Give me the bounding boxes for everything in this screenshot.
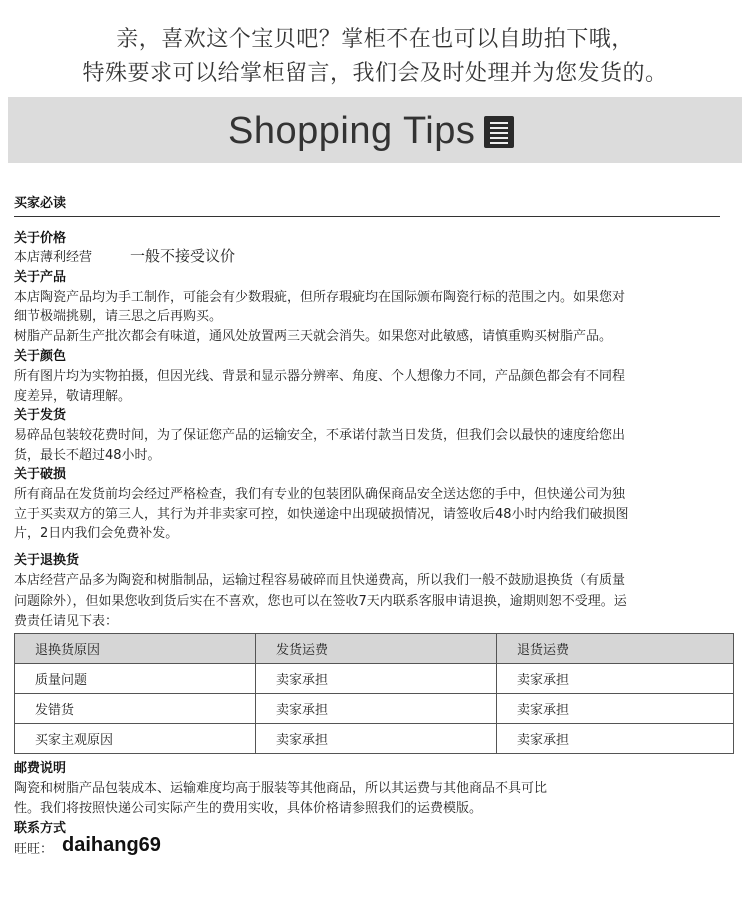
table-header-cell: 退换货原因 bbox=[15, 634, 256, 664]
color-text-1: 所有图片均为实物拍摄，但因光线、背景和显示器分辨率、角度、个人想像力不同，产品颜色都会有不同程 bbox=[14, 369, 626, 384]
table-header-cell: 发货运费 bbox=[256, 634, 497, 664]
table-cell: 卖家承担 bbox=[497, 724, 734, 754]
product-text-1: 本店陶瓷产品均为手工制作，可能会有少数瑕疵，但所存瑕疵均在国际颁布陶瓷行标的范围之内。如果您对 bbox=[14, 290, 626, 305]
contact-heading: 联系方式 bbox=[14, 821, 67, 836]
table-cell: 卖家承担 bbox=[497, 694, 734, 724]
table-row bbox=[15, 694, 734, 724]
shipping-text-2: 货，最长不超过48小时。 bbox=[14, 448, 161, 463]
product-heading: 关于产品 bbox=[14, 270, 67, 285]
table-cell: 卖家承担 bbox=[256, 694, 497, 724]
color-heading: 关于颜色 bbox=[14, 349, 67, 364]
table-cell: 卖家承担 bbox=[256, 664, 497, 694]
postage-text-2: 性。我们将按照快递公司实际产生的费用实收，具体价格请参照我们的运费模版。 bbox=[14, 801, 483, 816]
color-text-2: 度差异，敬请理解。 bbox=[14, 389, 132, 404]
notice-title: 买家必读 bbox=[14, 196, 67, 211]
shipping-heading: 关于发货 bbox=[14, 408, 67, 423]
contact-id[interactable]: daihang69 bbox=[62, 834, 161, 856]
table-row bbox=[15, 724, 734, 754]
table-header-cell: 退货运费 bbox=[497, 634, 734, 664]
returns-text-2: 问题除外），但如果您收到货后实在不喜欢，您也可以在签收7天内联系客服申请退换，逾期则恕不受理。运 bbox=[14, 594, 627, 609]
damage-text-1: 所有商品在发货前均会经过严格检查，我们有专业的包装团队确保商品安全送达您的手中，但快递公司为独 bbox=[14, 487, 626, 502]
returns-text-1: 本店经营产品多为陶瓷和树脂制品，运输过程容易破碎而且快递费高，所以我们一般不鼓励退换货（有质量 bbox=[14, 573, 626, 588]
returns-heading: 关于退换货 bbox=[14, 553, 80, 568]
contact-label: 旺旺： bbox=[14, 842, 54, 857]
table-cell: 质量问题 bbox=[15, 664, 256, 694]
damage-heading: 关于破损 bbox=[14, 467, 67, 482]
greeting-line-1: 亲，喜欢这个宝贝吧？掌柜不在也可以自助拍下哦， bbox=[116, 27, 634, 52]
table-cell: 卖家承担 bbox=[497, 664, 734, 694]
postage-text-1: 陶瓷和树脂产品包装成本、运输难度均高于服装等其他商品，所以其运费与其他商品不具可比 bbox=[14, 781, 548, 796]
banner-title: Shopping Tips bbox=[228, 110, 476, 152]
product-text-2: 细节极端挑剔，请三思之后再购买。 bbox=[14, 309, 223, 324]
table-cell: 买家主观原因 bbox=[15, 724, 256, 754]
notice-divider bbox=[14, 216, 720, 217]
returns-text-3: 费责任请见下表： bbox=[14, 614, 119, 629]
document-list-icon bbox=[484, 116, 514, 148]
shipping-text-1: 易碎品包装较花费时间，为了保证您产品的运输安全，不承诺付款当日发货，但我们会以最快的速度给您出 bbox=[14, 428, 626, 443]
table-cell: 发错货 bbox=[15, 694, 256, 724]
table-cell: 卖家承担 bbox=[256, 724, 497, 754]
damage-text-3: 片，2日内我们会免费补发。 bbox=[14, 526, 179, 541]
shipping-cost-table bbox=[14, 633, 734, 754]
product-text-3: 树脂产品新生产批次都会有味道，通风处放置两三天就会消失。如果您对此敏感，请慎重购买树脂产品。 bbox=[14, 329, 613, 344]
greeting-line-2: 特殊要求可以给掌柜留言，我们会及时处理并为您发货的。 bbox=[82, 61, 668, 86]
price-text: 本店薄利经营 bbox=[14, 250, 93, 265]
table-row bbox=[15, 664, 734, 694]
price-heading: 关于价格 bbox=[14, 231, 67, 246]
postage-heading: 邮费说明 bbox=[14, 761, 67, 776]
damage-text-2: 立于买卖双方的第三人，其行为并非卖家可控，如快递途中出现破损情况，请签收后48小时内给我们破损图 bbox=[14, 507, 629, 522]
table-header-row bbox=[15, 634, 734, 664]
price-note: 一般不接受议价 bbox=[130, 247, 236, 265]
